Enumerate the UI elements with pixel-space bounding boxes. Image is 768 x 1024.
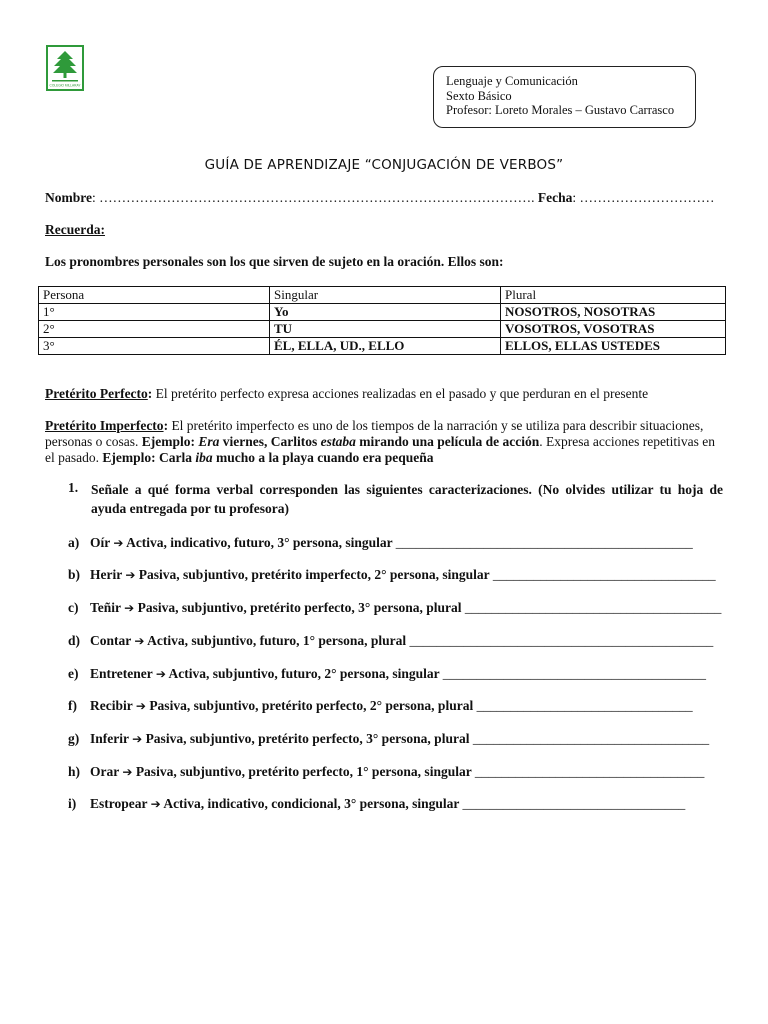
item-description: Pasiva, subjuntivo, pretérito perfecto, 2° persona, plural bbox=[145, 698, 477, 713]
recuerda-text: Los pronombres personales son los que sirven de sujeto en la oración. Ellos son: bbox=[45, 254, 504, 269]
school-logo bbox=[46, 45, 84, 91]
table-cell: 2° bbox=[39, 321, 270, 338]
grade-label: Sexto Básico bbox=[446, 88, 512, 103]
item-verb: Recibir bbox=[90, 698, 133, 713]
svg-text:COLEGIO MILLARAY: COLEGIO MILLARAY bbox=[49, 83, 81, 88]
table-cell: ÉL, ELLA, UD., ELLO bbox=[270, 338, 501, 355]
arrow-icon: ➔ bbox=[134, 634, 145, 648]
item-verb: Teñir bbox=[90, 600, 121, 615]
answer-blank[interactable]: ____________________________________________ bbox=[395, 535, 693, 550]
table-cell: 3° bbox=[39, 338, 270, 355]
table-cell: NOSOTROS, NOSOTRAS bbox=[501, 304, 726, 321]
item-verb: Inferir bbox=[90, 731, 129, 746]
answer-blank[interactable]: _______________________________________ bbox=[442, 666, 706, 681]
imperfecto-label: Pretérito Imperfecto bbox=[45, 418, 164, 433]
table-cell: ELLOS, ELLAS USTEDES bbox=[501, 338, 726, 355]
name-label: Nombre bbox=[45, 190, 92, 205]
item-letter: b) bbox=[68, 567, 81, 582]
answer-blank[interactable]: ______________________________________ bbox=[464, 600, 722, 615]
example-verb: Era bbox=[198, 434, 220, 449]
table-row bbox=[39, 338, 726, 355]
item-verb: Estropear bbox=[90, 796, 148, 811]
question-number: 1. bbox=[68, 480, 79, 495]
name-date-line bbox=[45, 190, 715, 206]
perfecto-colon: : bbox=[147, 386, 153, 401]
item-verb: Oír bbox=[90, 535, 110, 550]
perfecto-paragraph bbox=[45, 386, 725, 402]
recuerda-heading: Recuerda: bbox=[45, 222, 105, 237]
item-verb: Herir bbox=[90, 567, 122, 582]
list-item bbox=[68, 600, 728, 616]
tree-icon bbox=[48, 47, 82, 89]
list-item bbox=[68, 698, 728, 714]
question-text: Señale a qué forma verbal corresponden las siguientes caracterizaciones. (No olvides utilizar tu hoja de bbox=[91, 482, 723, 497]
item-verb: Orar bbox=[90, 764, 119, 779]
item-letter: g) bbox=[68, 731, 80, 746]
imperfecto-colon: : bbox=[163, 418, 169, 433]
table-header-row bbox=[39, 287, 726, 304]
item-description: Activa, subjuntivo, futuro, 2° persona, singular bbox=[165, 666, 443, 681]
arrow-icon: ➔ bbox=[155, 667, 166, 681]
item-description: Pasiva, subjuntivo, pretérito perfecto, 3° persona, plural bbox=[142, 731, 473, 746]
page-title: GUÍA DE APRENDIZAJE “CONJUGACIÓN DE VERBOS” bbox=[204, 157, 564, 173]
perfecto-label: Pretérito Perfecto bbox=[45, 386, 148, 401]
list-item bbox=[68, 633, 728, 649]
example-verb: iba bbox=[195, 450, 213, 465]
course-info-box bbox=[433, 66, 696, 128]
example-text: mirando una película de acción bbox=[355, 434, 540, 449]
answer-blank[interactable]: _________________________________ bbox=[492, 567, 716, 582]
answer-blank[interactable]: _____________________________________________ bbox=[409, 633, 714, 648]
arrow-icon: ➔ bbox=[122, 765, 133, 779]
teacher-label: Profesor: Loreto Morales – Gustavo Carrasco bbox=[446, 103, 675, 117]
arrow-icon: ➔ bbox=[132, 732, 143, 746]
table-header: Persona bbox=[39, 287, 270, 304]
item-letter: f) bbox=[68, 698, 77, 713]
item-letter: i) bbox=[68, 796, 77, 811]
list-item bbox=[68, 796, 728, 812]
item-verb: Contar bbox=[90, 633, 132, 648]
item-description: Activa, indicativo, condicional, 3° persona, singular bbox=[160, 796, 463, 811]
answer-blank[interactable]: _________________________________ bbox=[462, 796, 686, 811]
list-item bbox=[68, 666, 728, 682]
imperfecto-paragraph bbox=[45, 418, 725, 466]
subject-label: Lenguaje y Comunicación bbox=[446, 74, 578, 88]
imperfecto-text: . Expresa acciones repetitivas en el pasado. bbox=[45, 434, 716, 465]
table-header: Singular bbox=[270, 287, 501, 304]
question-text: ayuda entregada por tu profesora) bbox=[91, 501, 290, 516]
arrow-icon: ➔ bbox=[150, 797, 161, 811]
date-field[interactable]: : ………………………… bbox=[572, 190, 715, 205]
table-cell: Yo bbox=[270, 304, 501, 321]
item-description: Activa, indicativo, futuro, 3° persona, singular bbox=[123, 535, 396, 550]
pronouns-table bbox=[38, 286, 726, 355]
arrow-icon: ➔ bbox=[125, 568, 136, 582]
example-text: mucho a la playa cuando era pequeña bbox=[212, 450, 434, 465]
example-label: Ejemplo: bbox=[141, 434, 199, 449]
item-verb: Entretener bbox=[90, 666, 153, 681]
date-label: Fecha bbox=[537, 190, 573, 205]
table-header: Plural bbox=[501, 287, 726, 304]
item-description: Pasiva, subjuntivo, pretérito perfecto, 1° persona, singular bbox=[132, 764, 475, 779]
arrow-icon: ➔ bbox=[124, 601, 135, 615]
example-text: viernes, Carlitos bbox=[219, 434, 321, 449]
arrow-icon: ➔ bbox=[113, 536, 124, 550]
list-item bbox=[68, 764, 728, 780]
table-row bbox=[39, 321, 726, 338]
table-cell: 1° bbox=[39, 304, 270, 321]
example-verb: estaba bbox=[320, 434, 356, 449]
answer-blank[interactable]: ________________________________ bbox=[476, 698, 693, 713]
item-letter: d) bbox=[68, 633, 81, 648]
item-letter: c) bbox=[68, 600, 79, 615]
table-row bbox=[39, 304, 726, 321]
table-cell: VOSOTROS, VOSOTRAS bbox=[501, 321, 726, 338]
item-letter: e) bbox=[68, 666, 79, 681]
item-description: Activa, subjuntivo, futuro, 1° persona, plural bbox=[144, 633, 410, 648]
perfecto-text: El pretérito perfecto expresa acciones realizadas en el pasado y que perduran en el presente bbox=[152, 386, 649, 401]
arrow-icon: ➔ bbox=[135, 699, 146, 713]
table-cell: TU bbox=[270, 321, 501, 338]
item-letter: a) bbox=[68, 535, 80, 550]
name-field[interactable]: : ……………………………………………………………………………………. bbox=[92, 190, 538, 205]
list-item bbox=[68, 535, 728, 551]
answer-blank[interactable]: ___________________________________ bbox=[472, 731, 710, 746]
item-letter: h) bbox=[68, 764, 81, 779]
example-label: Ejemplo: Carla bbox=[102, 450, 196, 465]
item-description: Pasiva, subjuntivo, pretérito perfecto, 3° persona, plural bbox=[134, 600, 465, 615]
list-item bbox=[68, 567, 728, 583]
item-description: Pasiva, subjuntivo, pretérito imperfecto, 2° persona, singular bbox=[135, 567, 493, 582]
imperfecto-text: El pretérito imperfecto es uno de los tiempos de la narración y se utiliza para describir situaciones, personas o cosas. bbox=[45, 418, 704, 449]
list-item bbox=[68, 731, 728, 747]
answer-blank[interactable]: __________________________________ bbox=[474, 764, 705, 779]
